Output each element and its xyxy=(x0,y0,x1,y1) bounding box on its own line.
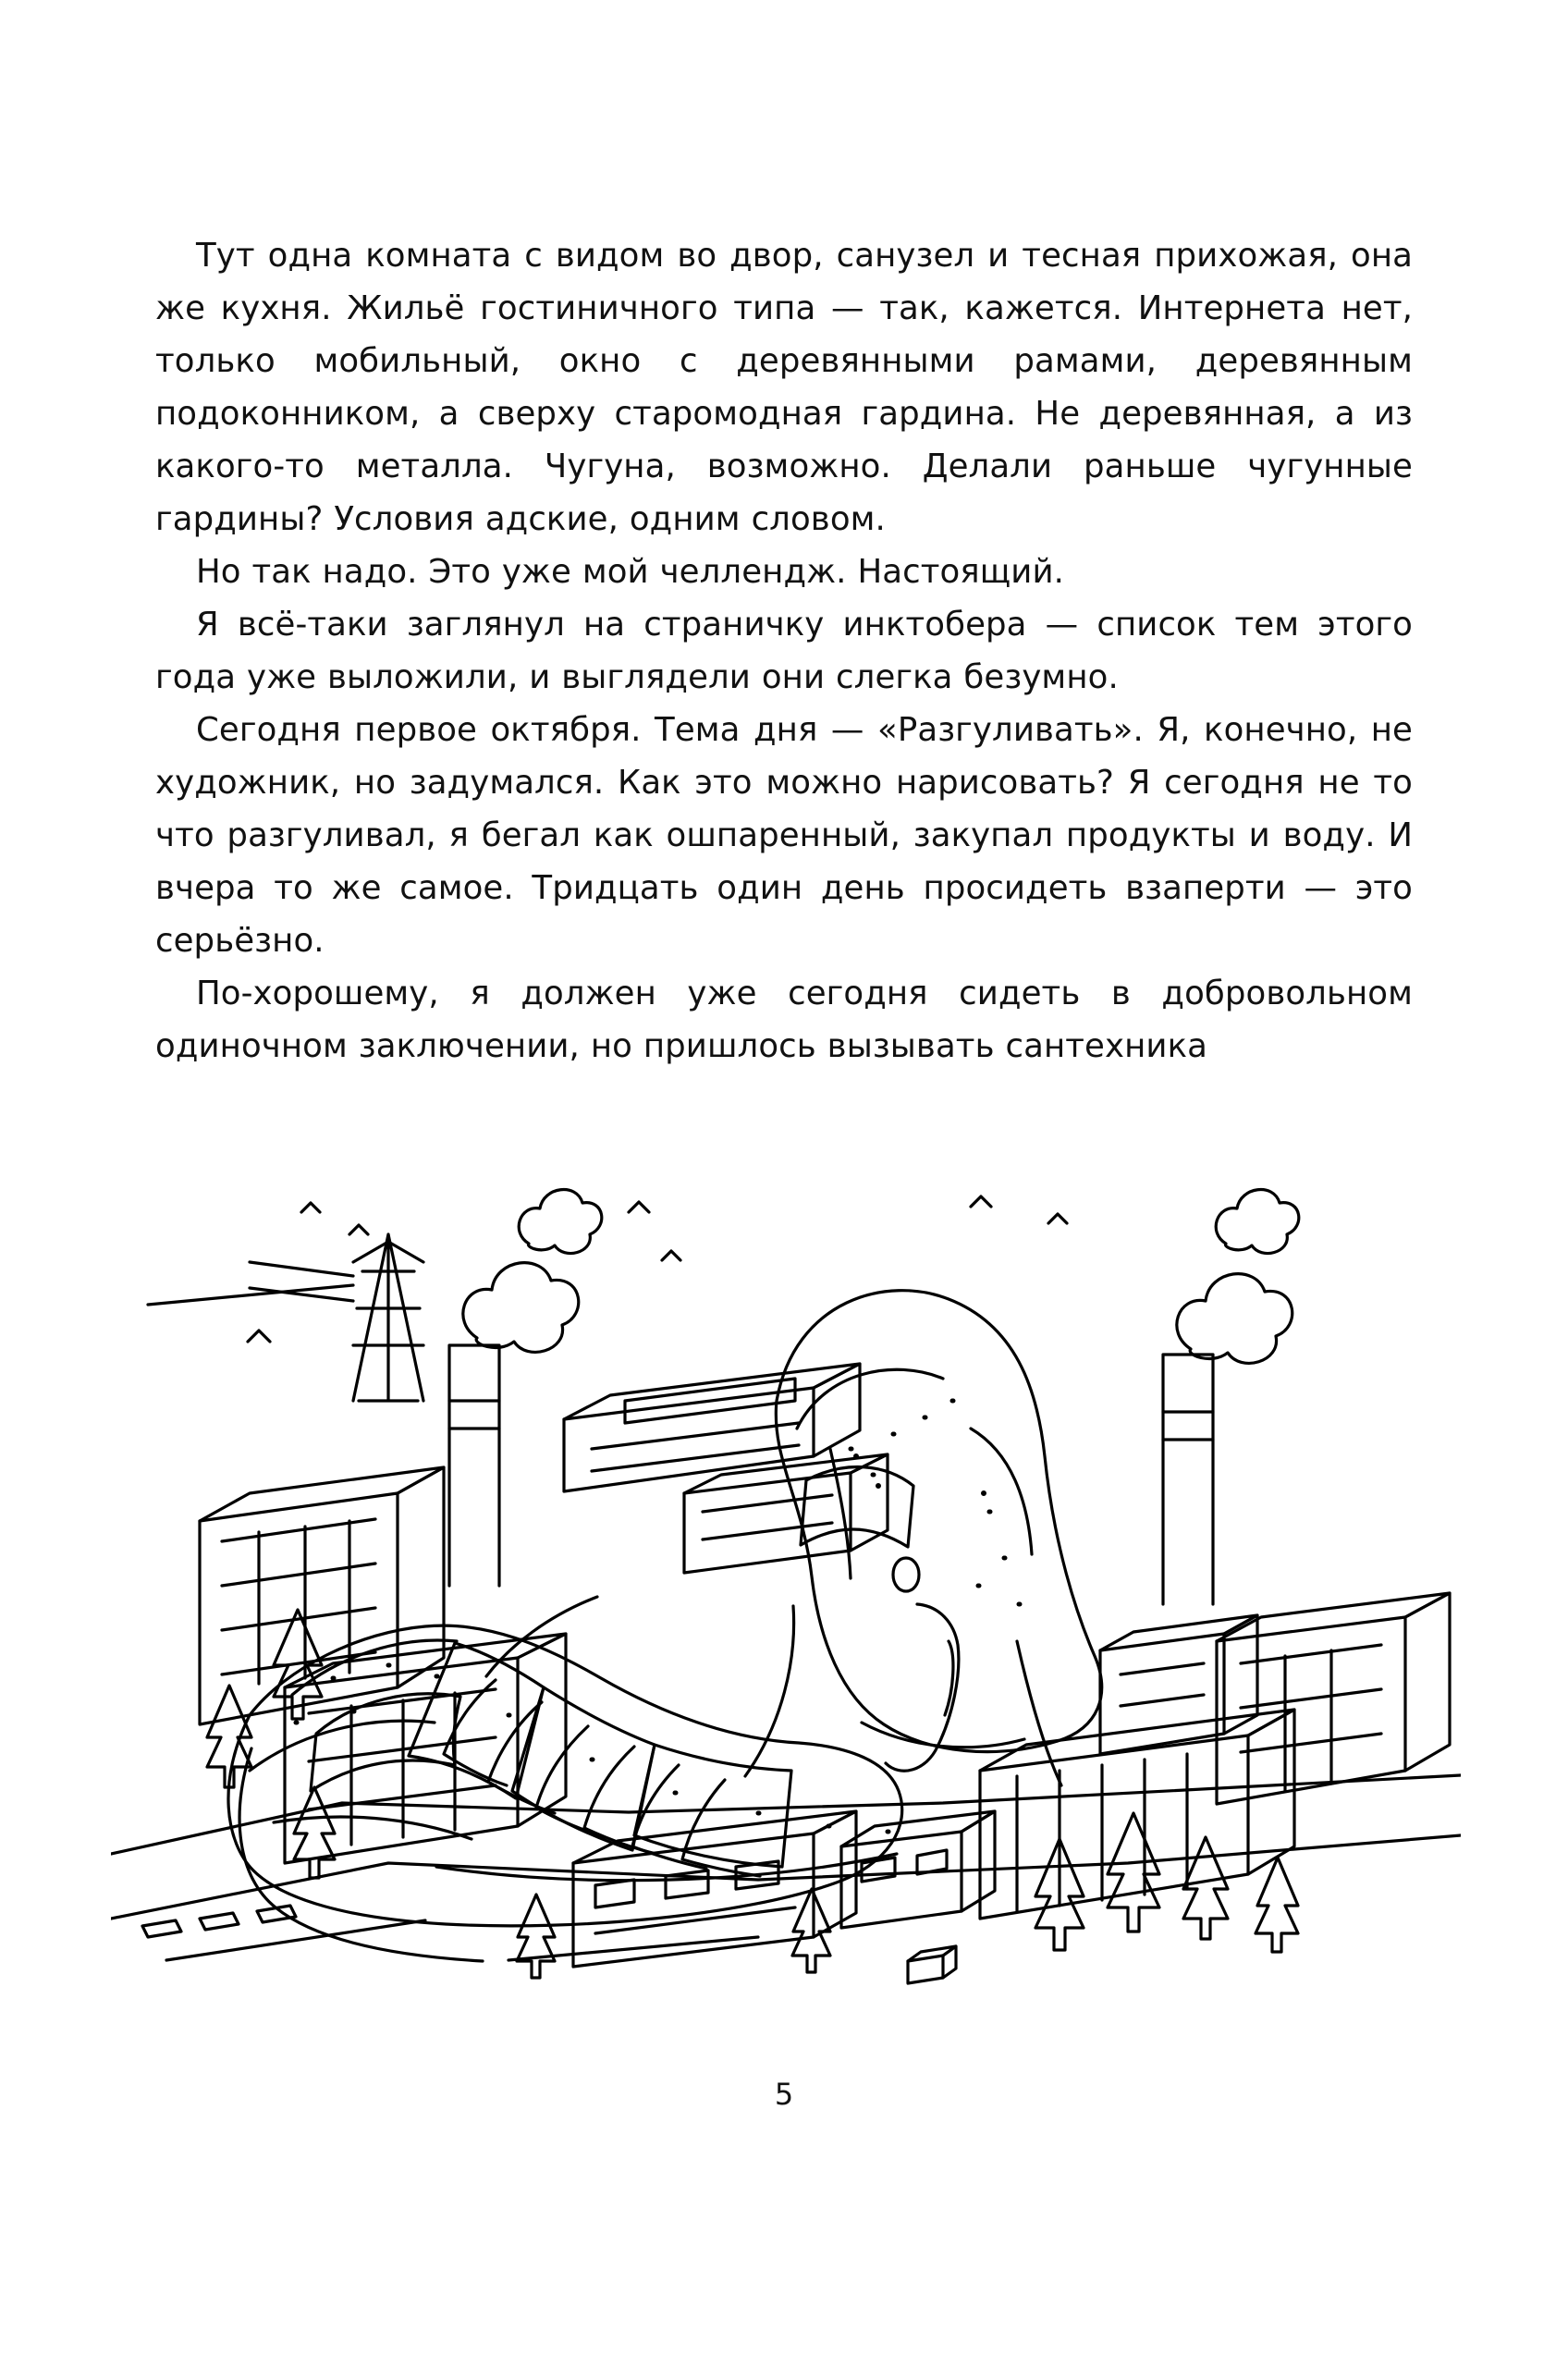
paragraph-1: Тут одна комната с видом во двор, санузел и тесная прихожая, она же кухня. Жильё гостиничного типа — так, кажется. Интернета нет, только мобильный, окно с деревянными рамами, деревянным подоконником, а сверху старомодная гардина. Не деревянная, а из какого-то металла. Чугуна, возможно. Делали раньше чугунные гардины? Условия адские, одним словом. xyxy=(155,237,1413,538)
paragraph-2: Но так надо. Это уже мой челлендж. Настоящий. xyxy=(196,553,1065,591)
body-text xyxy=(155,229,1413,1073)
paragraph-3: Я всё-таки заглянул на страничку инктобера — список тем этого года уже выложили, и выглядели они слегка безумно. xyxy=(155,606,1413,696)
paragraph-4: Сегодня первое октября. Тема дня — «Разгуливать». Я, конечно, не художник, но задумался. Как это можно нарисовать? Я сегодня не то что разгуливал, я бегал как ошпаренный, закупал продукты и воду. И вчера то же самое. Тридцать один день просидеть взаперти — это серьёзно. xyxy=(155,711,1413,960)
paragraph-5: По-хорошему, я должен уже сегодня сидеть в добровольном одиночном заключении, но пришлось вызывать сантехника xyxy=(155,975,1413,1065)
illustration-sneaker-city xyxy=(111,1123,1461,2002)
page-number: 5 xyxy=(774,2077,794,2112)
